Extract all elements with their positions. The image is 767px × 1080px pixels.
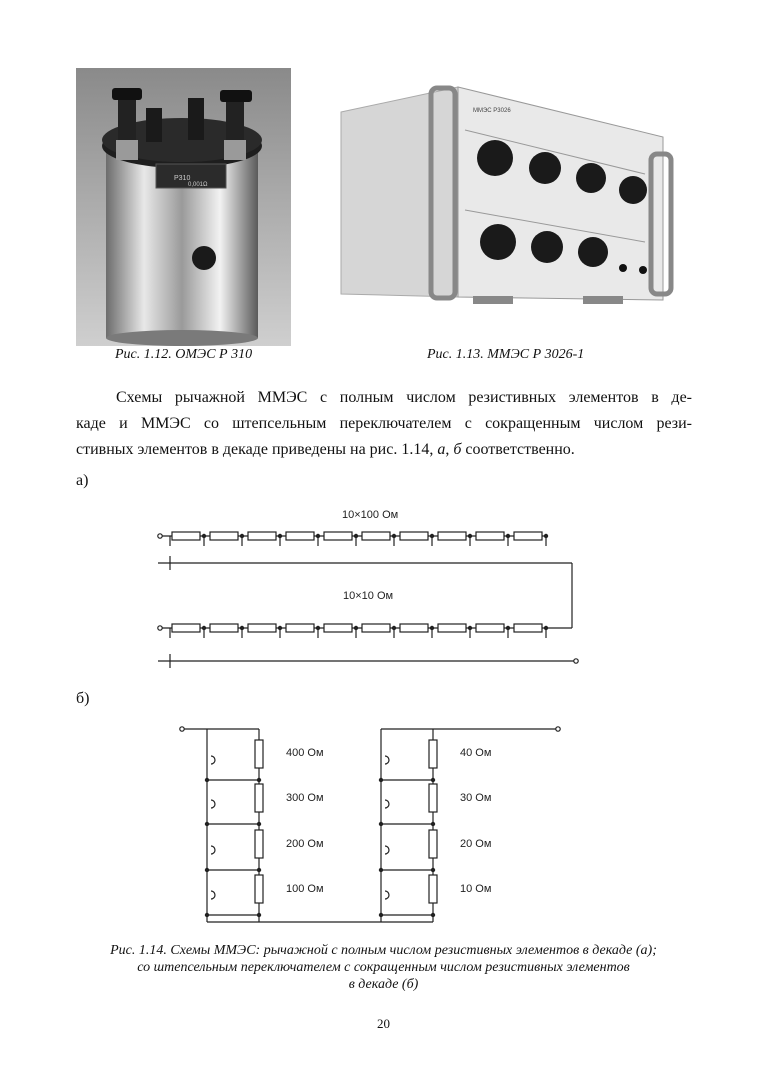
- bottom-decade-resistor: [172, 624, 200, 632]
- right-resistor: [429, 875, 437, 903]
- bottom-decade-resistor: [514, 624, 542, 632]
- right-node: [431, 913, 434, 916]
- top-decade-node: [354, 534, 357, 537]
- body-paragraph: [76, 385, 692, 463]
- right-node: [431, 822, 434, 825]
- photo-mmes-p3026-drawing: [333, 82, 693, 310]
- bottom-decade-node: [506, 626, 509, 629]
- bottom-decade-resistor: [476, 624, 504, 632]
- top-decade-resistor: [438, 532, 466, 540]
- bottom-decade-node: [468, 626, 471, 629]
- right-node: [379, 913, 382, 916]
- photo-omes-p310: [76, 68, 291, 346]
- ref-a: а: [437, 441, 446, 458]
- left-node: [205, 868, 208, 871]
- right-resistor: [429, 830, 437, 858]
- left-node: [257, 778, 260, 781]
- top-decade-label: 10×100 Ом: [342, 509, 399, 521]
- top-decade-node: [430, 534, 433, 537]
- right-resistor: [429, 784, 437, 812]
- top-decade-node: [202, 534, 205, 537]
- left-resistor: [255, 740, 263, 768]
- bottom-decade-node: [240, 626, 243, 629]
- right-node: [431, 778, 434, 781]
- fig-113-caption: Рис. 1.13. ММЭС Р 3026-1: [427, 347, 585, 362]
- left-r300-label: 300 Ом: [286, 792, 324, 804]
- top-decade-resistor: [514, 532, 542, 540]
- schematic-b-label: б): [76, 690, 90, 707]
- top-decade-node: [278, 534, 281, 537]
- top-decade-terminal: [158, 534, 162, 538]
- right-r10-label: 10 Ом: [460, 883, 492, 895]
- top-decade-resistor: [172, 532, 200, 540]
- fig-114-caption-line-3: в декаде (б): [348, 977, 419, 992]
- left-resistor: [255, 784, 263, 812]
- top-decade-node: [392, 534, 395, 537]
- fig-114-caption-line-2: со штепсельным переключателем с сокращенным числом резистивных элементов: [137, 960, 630, 975]
- paragraph-line-2: каде и ММЭС со штепсельным переключателем с сокращенным числом рези-: [76, 415, 692, 432]
- top-decade-node: [468, 534, 471, 537]
- top-decade-resistor: [476, 532, 504, 540]
- schematic-a: [0, 498, 767, 678]
- page-number: 20: [377, 1016, 390, 1031]
- panel-label: ММЭС Р3026: [473, 108, 511, 114]
- bottom-decade-node: [354, 626, 357, 629]
- left-r100-label: 100 Ом: [286, 883, 324, 895]
- top-decade-resistor: [248, 532, 276, 540]
- left-plug: [211, 891, 215, 899]
- right-plug: [385, 846, 389, 854]
- right-node: [431, 868, 434, 871]
- paragraph-line-3-text: стивных элементов в декаде приведены на рис. 1.14,: [76, 441, 438, 458]
- fig-114-caption-line-1: Рис. 1.14. Схемы ММЭС: рычажной с полным числом резистивных элементов в декаде (а);: [110, 943, 657, 958]
- return-terminal: [574, 659, 578, 663]
- fig-114-caption: [60, 942, 707, 993]
- top-decade-node: [506, 534, 509, 537]
- right-r30-label: 30 Ом: [460, 792, 492, 804]
- top-decade-resistor: [400, 532, 428, 540]
- ref-b: б: [453, 441, 462, 458]
- input-terminal: [180, 727, 184, 731]
- left-node: [257, 868, 260, 871]
- right-plug: [385, 891, 389, 899]
- right-resistor: [429, 740, 437, 768]
- left-plug: [211, 756, 215, 764]
- left-node: [205, 913, 208, 916]
- bottom-decade-node: [430, 626, 433, 629]
- left-node: [257, 913, 260, 916]
- bottom-decade-node: [202, 626, 205, 629]
- bottom-decade-label: 10×10 Ом: [343, 590, 394, 602]
- bottom-decade-resistor: [210, 624, 238, 632]
- bottom-decade-resistor: [324, 624, 352, 632]
- schematic-b: [0, 712, 767, 932]
- left-resistor: [255, 830, 263, 858]
- output-terminal: [556, 727, 560, 731]
- right-plug: [385, 756, 389, 764]
- left-node: [205, 778, 208, 781]
- schematic-a-label: а): [76, 472, 89, 489]
- top-decade-resistor: [286, 532, 314, 540]
- top-decade-node: [544, 534, 547, 537]
- right-node: [379, 822, 382, 825]
- left-node: [257, 822, 260, 825]
- bottom-decade-resistor: [362, 624, 390, 632]
- paragraph-line-1: Схемы рычажной ММЭС с полным числом резистивных элементов в де-: [116, 389, 692, 406]
- bottom-decade-terminal: [158, 626, 162, 630]
- paragraph-line-3: [76, 437, 692, 463]
- bottom-decade-resistor: [438, 624, 466, 632]
- bottom-decade-node: [316, 626, 319, 629]
- top-decade-resistor: [210, 532, 238, 540]
- plate-value: 0,001Ω: [188, 182, 208, 188]
- left-plug: [211, 846, 215, 854]
- right-plug: [385, 800, 389, 808]
- bottom-decade-resistor: [400, 624, 428, 632]
- bottom-decade-resistor: [248, 624, 276, 632]
- left-resistor: [255, 875, 263, 903]
- left-r200-label: 200 Ом: [286, 838, 324, 850]
- right-node: [379, 778, 382, 781]
- left-plug: [211, 800, 215, 808]
- top-decade-resistor: [324, 532, 352, 540]
- right-r20-label: 20 Ом: [460, 838, 492, 850]
- right-node: [379, 868, 382, 871]
- top-decade-node: [316, 534, 319, 537]
- ref-sep: ,: [445, 441, 454, 458]
- bottom-decade-node: [544, 626, 547, 629]
- left-node: [205, 822, 208, 825]
- paragraph-line-3-end: соответственно.: [461, 441, 575, 458]
- bottom-decade-node: [392, 626, 395, 629]
- left-r400-label: 400 Ом: [286, 747, 324, 759]
- top-decade-resistor: [362, 532, 390, 540]
- plate-label: Р310: [174, 175, 191, 182]
- top-decade-node: [240, 534, 243, 537]
- photo-mmes-p3026: [333, 82, 693, 310]
- bottom-decade-resistor: [286, 624, 314, 632]
- fig-112-caption: Рис. 1.12. ОМЭС Р 310: [115, 347, 253, 362]
- bottom-decade-node: [278, 626, 281, 629]
- photo-omes-p310-drawing: [76, 68, 291, 346]
- right-r40-label: 40 Ом: [460, 747, 492, 759]
